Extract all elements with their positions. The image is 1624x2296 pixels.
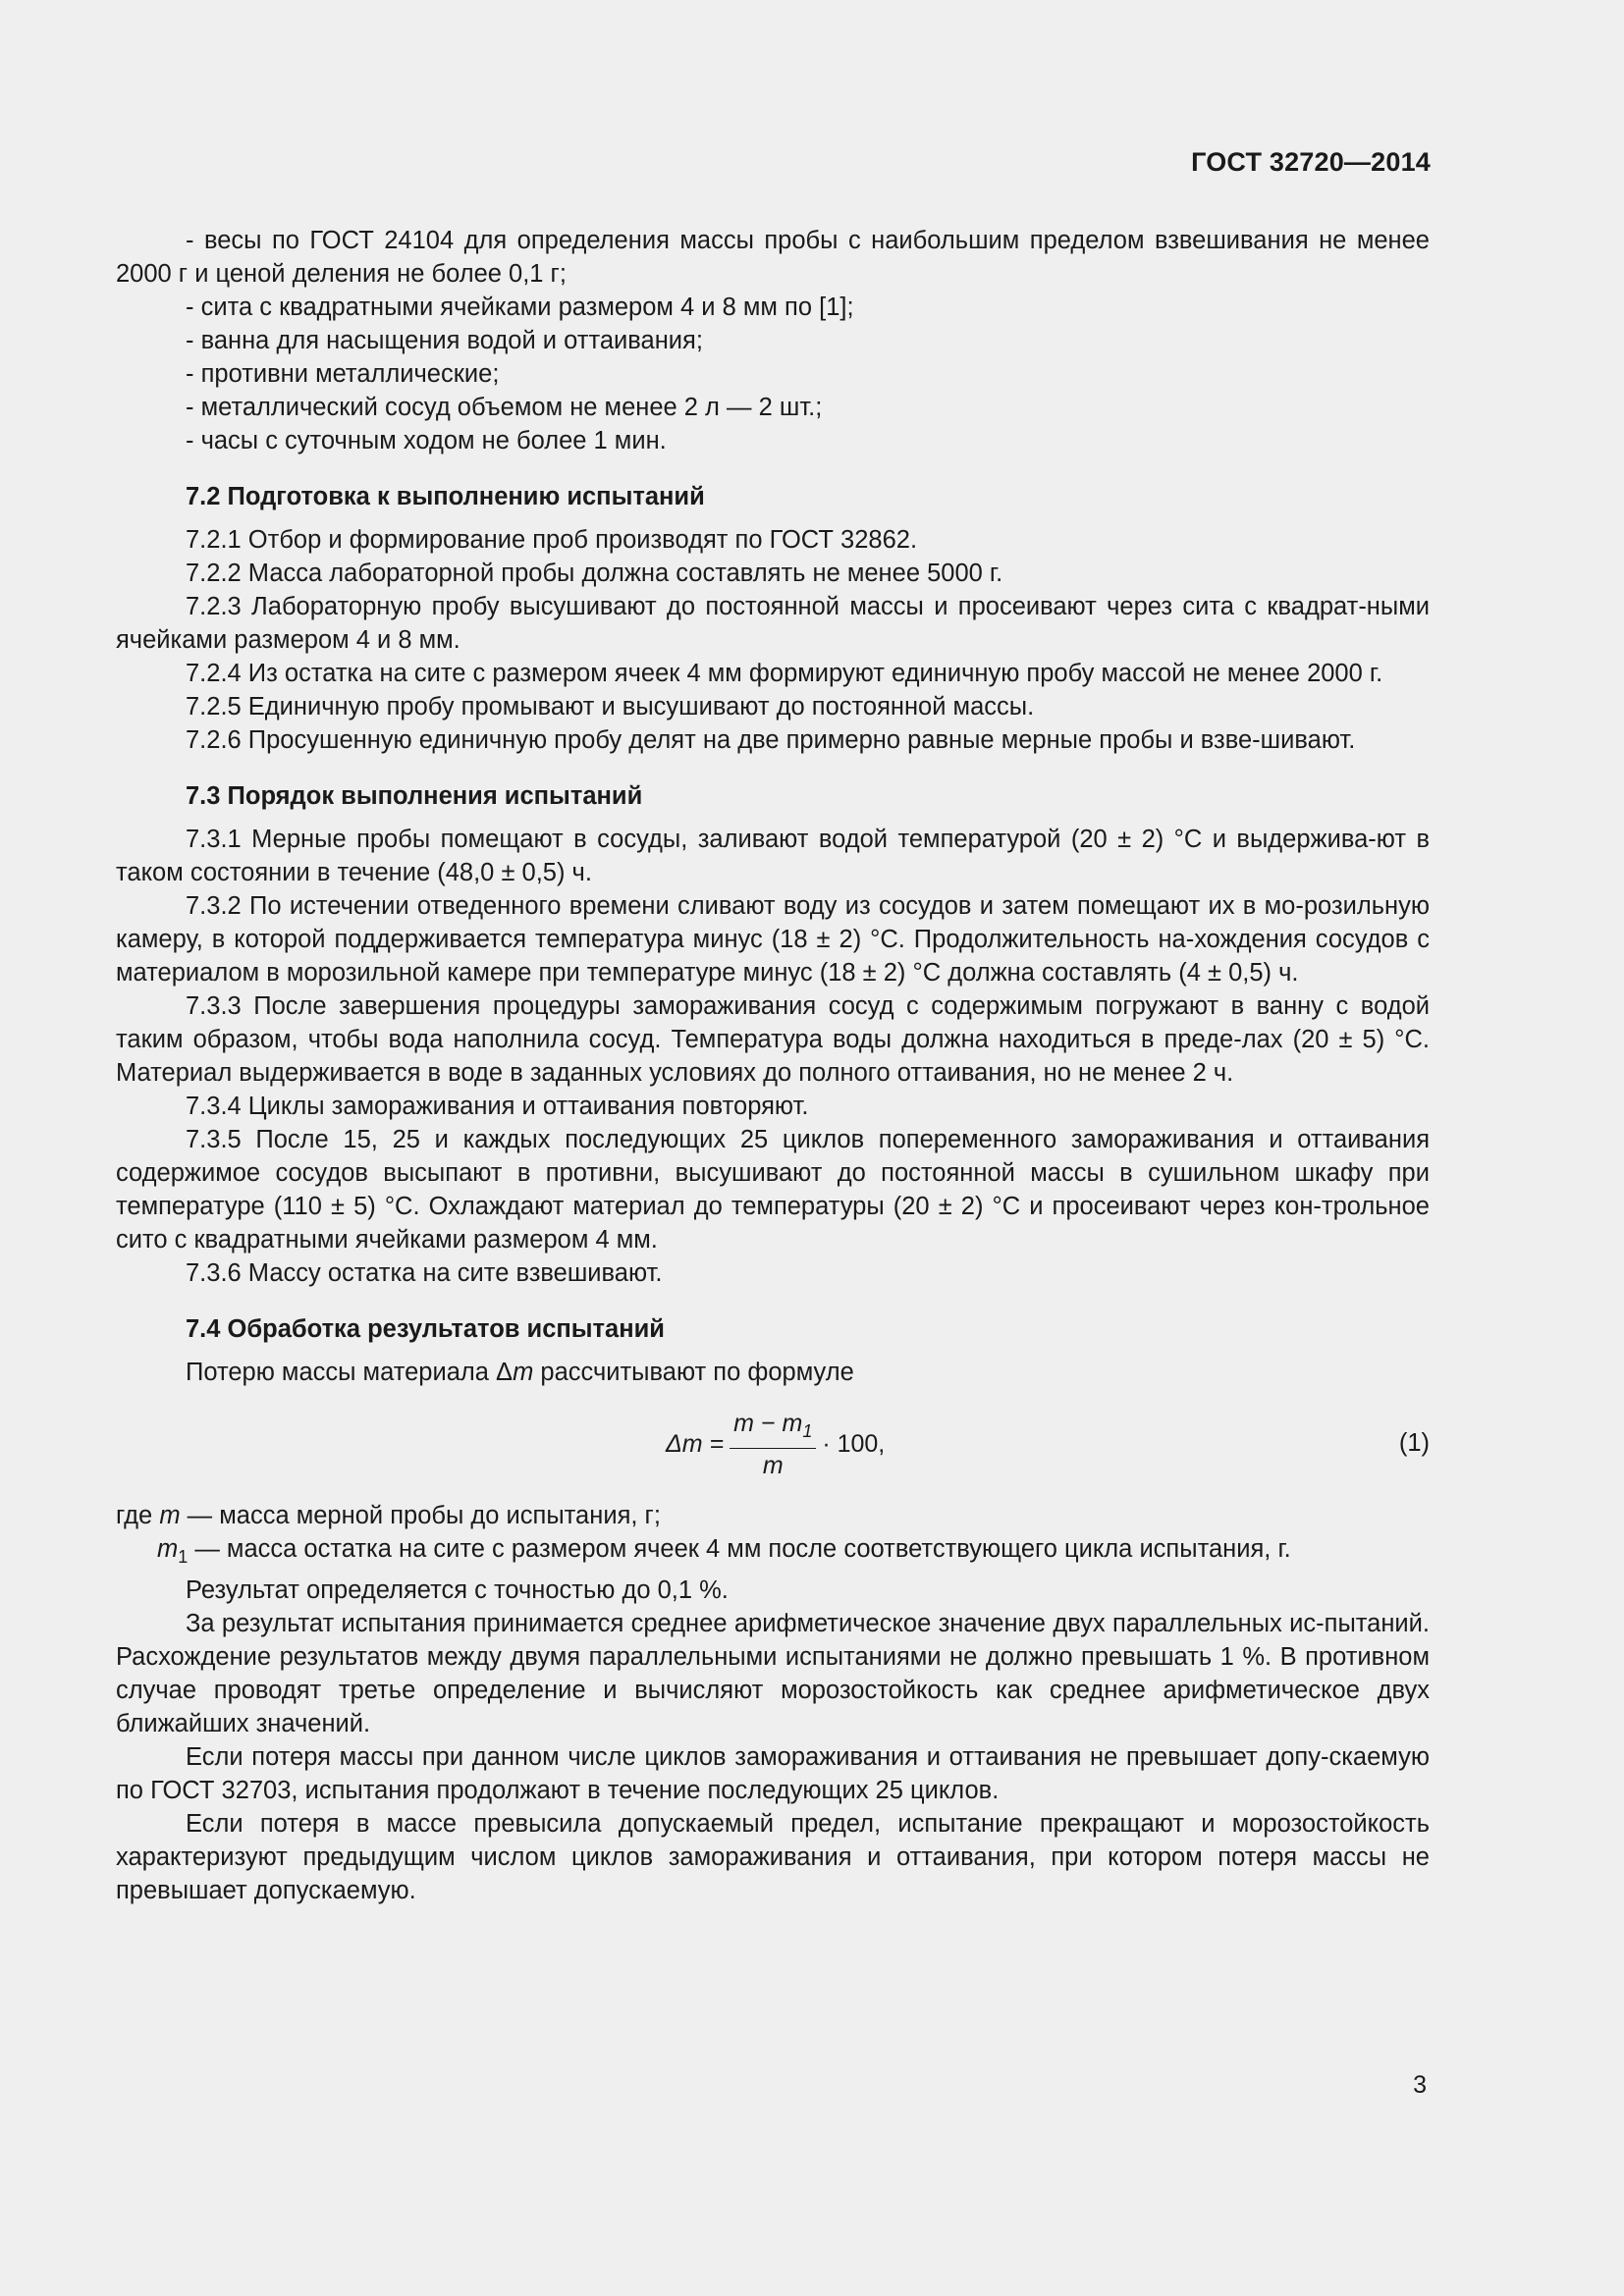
formula-numerator bbox=[730, 1409, 816, 1449]
paragraph: 7.2.5 Единичную пробу промывают и высушивают до постоянной массы. bbox=[186, 693, 1035, 721]
where-var: m bbox=[157, 1535, 179, 1563]
formula bbox=[666, 1399, 885, 1489]
document-header: ГОСТ 32720—2014 bbox=[1191, 147, 1431, 177]
equipment-item: - противни металлические; bbox=[186, 360, 500, 388]
section-heading: 7.4 Обработка результатов испытаний bbox=[186, 1315, 665, 1343]
where-var-sub: 1 bbox=[178, 1547, 189, 1568]
paragraph: 7.2.4 Из остатка на сите с размером ячеек 4 мм формируют единичную пробу массой не менее 2000 г. bbox=[186, 660, 1383, 687]
paragraph: 7.3.5 После 15, 25 и каждых последующих 25 циклов попеременного замораживания и оттаивания содержимое сосудов высыпают в противни, высушивают до постоянной массы в сушильном шкафу при температуре (110 ± 5) °С. Охлаждают материал до температуры (20 ± 2) °С и просеивают через кон-трольное сито с квадратными ячейками размером 4 мм. bbox=[116, 1126, 1430, 1254]
paragraph: 7.2.3 Лабораторную пробу высушивают до постоянной массы и просеивают через сита с квадрат-ными ячейками размером 4 и 8 мм. bbox=[116, 593, 1430, 654]
formula-number: (1) bbox=[1398, 1429, 1430, 1457]
paragraph: 7.2.1 Отбор и формирование проб производят по ГОСТ 32862. bbox=[186, 526, 918, 554]
formula-intro bbox=[116, 1356, 1430, 1389]
paragraph: 7.3.3 После завершения процедуры замораживания сосуд с содержимым погружают в ванну с водой таким образом, чтобы вода наполнила сосуд. Температура воды должна находиться в преде-лах (20 ± 5) °С. Материал выдерживается в воде в заданных условиях до полного оттаивания, но не менее 2 ч. bbox=[116, 992, 1430, 1087]
variable-definition bbox=[116, 1532, 1430, 1574]
formula-intro-var: m bbox=[513, 1359, 534, 1386]
formula-numerator-sub: 1 bbox=[802, 1420, 813, 1441]
where-prefix: где bbox=[116, 1502, 160, 1529]
formula-lhs: Δm = bbox=[666, 1430, 725, 1458]
paragraph: Результат определяется с точностью до 0,1 %. bbox=[186, 1576, 729, 1605]
formula-numerator-text: m − m bbox=[733, 1409, 803, 1437]
paragraph: Если потеря в массе превысила допускаемый предел, испытание прекращают и морозостойкость характеризуют предыдущим числом циклов замораживания и оттаивания, при котором потеря массы не превышает допускаемую. bbox=[116, 1810, 1430, 1905]
paragraph: Если потеря массы при данном числе циклов замораживания и оттаивания не превышает допу-скаемую по ГОСТ 32703, испытания продолжают в течение последующих 25 циклов. bbox=[116, 1743, 1430, 1805]
equipment-item: - сита с квадратными ячейками размером 4 и 8 мм по [1]; bbox=[186, 294, 854, 321]
equipment-item: - металлический сосуд объемом не менее 2 л — 2 шт.; bbox=[186, 394, 823, 421]
section-heading: 7.2 Подготовка к выполнению испытаний bbox=[186, 483, 705, 510]
section-heading: 7.3 Порядок выполнения испытаний bbox=[186, 782, 643, 810]
where-text: — масса остатка на сите с размером ячеек 4 мм после соответствующего цикла испытания, г. bbox=[188, 1535, 1291, 1563]
paragraph: 7.2.6 Просушенную единичную пробу делят на две примерно равные мерные пробы и взве-шивают. bbox=[186, 726, 1356, 754]
paragraph: 7.3.6 Массу остатка на сите взвешивают. bbox=[186, 1259, 663, 1287]
formula-fraction bbox=[730, 1409, 816, 1480]
equipment-item: - ванна для насыщения водой и оттаивания; bbox=[186, 327, 703, 354]
equipment-item: - часы с суточным ходом не более 1 мин. bbox=[186, 427, 667, 454]
formula-intro-suffix: рассчитывают по формуле bbox=[533, 1359, 854, 1386]
paragraph: 7.3.1 Мерные пробы помещают в сосуды, заливают водой температурой (20 ± 2) °С и выдержива-ют в таком состоянии в течение (48,0 ± 0,5) ч. bbox=[116, 826, 1430, 886]
variable-definition bbox=[116, 1499, 1430, 1532]
equipment-item: - весы по ГОСТ 24104 для определения массы пробы с наибольшим пределом взвешивания не менее 2000 г и ценой деления не более 0,1 г; bbox=[116, 227, 1430, 288]
where-text: — масса мерной пробы до испытания, г; bbox=[180, 1502, 661, 1529]
document-body bbox=[116, 224, 1430, 1907]
paragraph: За результат испытания принимается среднее арифметическое значение двух параллельных ис-пытаний. Расхождение результатов между двумя параллельными испытаниями не должно превышать 1 %. В противном случае проводят третье определение и вычисляют морозостойкость как среднее арифметическое двух ближайших значений. bbox=[116, 1610, 1430, 1738]
paragraph: 7.2.2 Масса лабораторной пробы должна составлять не менее 5000 г. bbox=[186, 560, 1003, 587]
paragraph: 7.3.2 По истечении отведенного времени сливают воду из сосудов и затем помещают их в мо-розильную камеру, в которой поддерживается температура минус (18 ± 2) °С. Продолжительность на-хождения сосудов с материалом в морозильной камере при температуре минус (18 ± 2) °С должна составлять (4 ± 0,5) ч. bbox=[116, 892, 1430, 987]
paragraph: 7.3.4 Циклы замораживания и оттаивания повторяют. bbox=[186, 1093, 809, 1120]
formula-tail: · 100, bbox=[822, 1430, 886, 1458]
formula-denominator: m bbox=[762, 1451, 784, 1479]
where-var: m bbox=[159, 1502, 181, 1529]
formula-block bbox=[116, 1399, 1430, 1489]
formula-intro-prefix: Потерю массы материала Δ bbox=[186, 1359, 514, 1386]
page-number: 3 bbox=[1413, 2071, 1427, 2099]
